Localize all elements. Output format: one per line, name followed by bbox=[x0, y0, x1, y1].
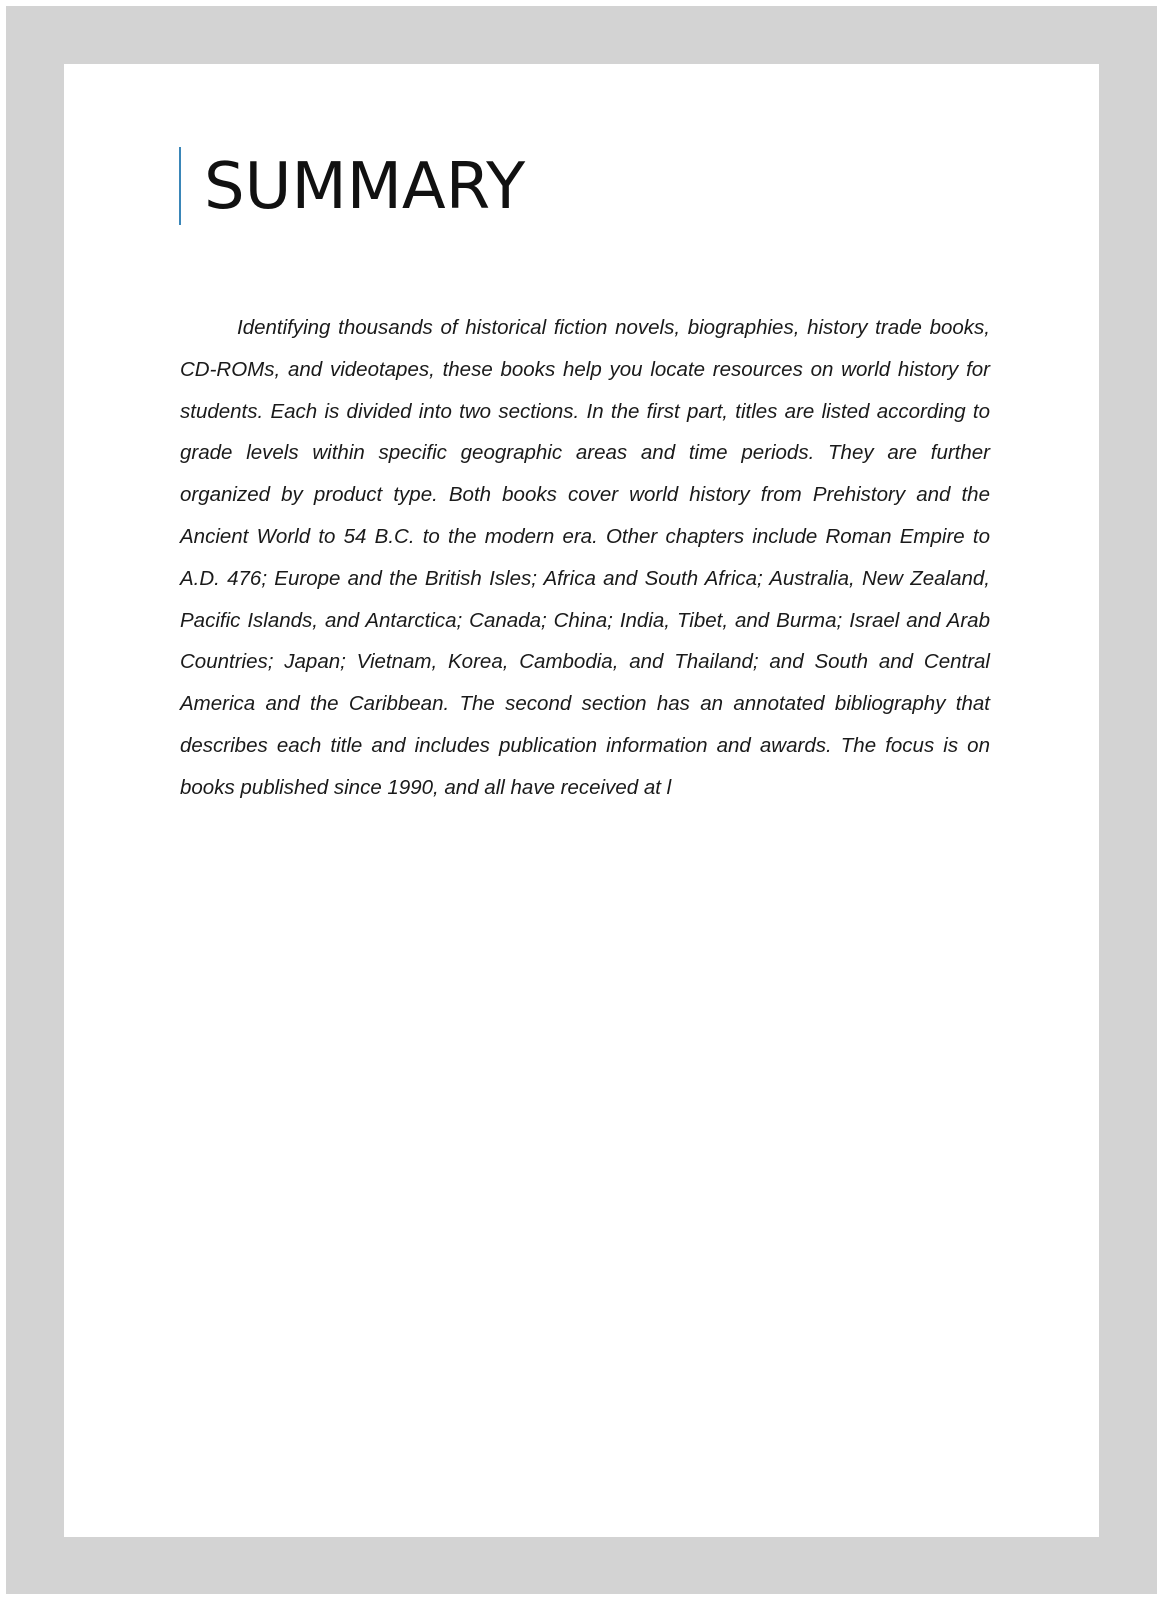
summary-paragraph: Identifying thousands of historical fiction novels, biographies, history trade books, CD-ROMs, and videotapes, these books help you locate resources on world history for students. Each is divided into two sections. In the first part, titles are listed according to grade levels within specific geographic areas and time periods. They are further organized by product type. Both books cover world history from Prehistory and the Ancient World to 54 B.C. to the modern era. Other chapters include Roman Empire to A.D. 476; Europe and the British Isles; Africa and South Africa; Australia, New Zealand, Pacific Islands, and Antarctica; Canada; China; India, Tibet, and Burma; Israel and Arab Countries; Japan; Vietnam, Korea, Cambodia, and Thailand; and South and Central America and the Caribbean. The second section has an annotated bibliography that describes each title and includes publication information and awards. The focus is on books published since 1990, and all have received at l bbox=[180, 316, 990, 799]
page-frame bbox=[6, 6, 1157, 1594]
title-accent-bar bbox=[179, 147, 181, 225]
page-title: SUMMARY bbox=[204, 150, 526, 224]
document-page bbox=[64, 64, 1099, 1537]
